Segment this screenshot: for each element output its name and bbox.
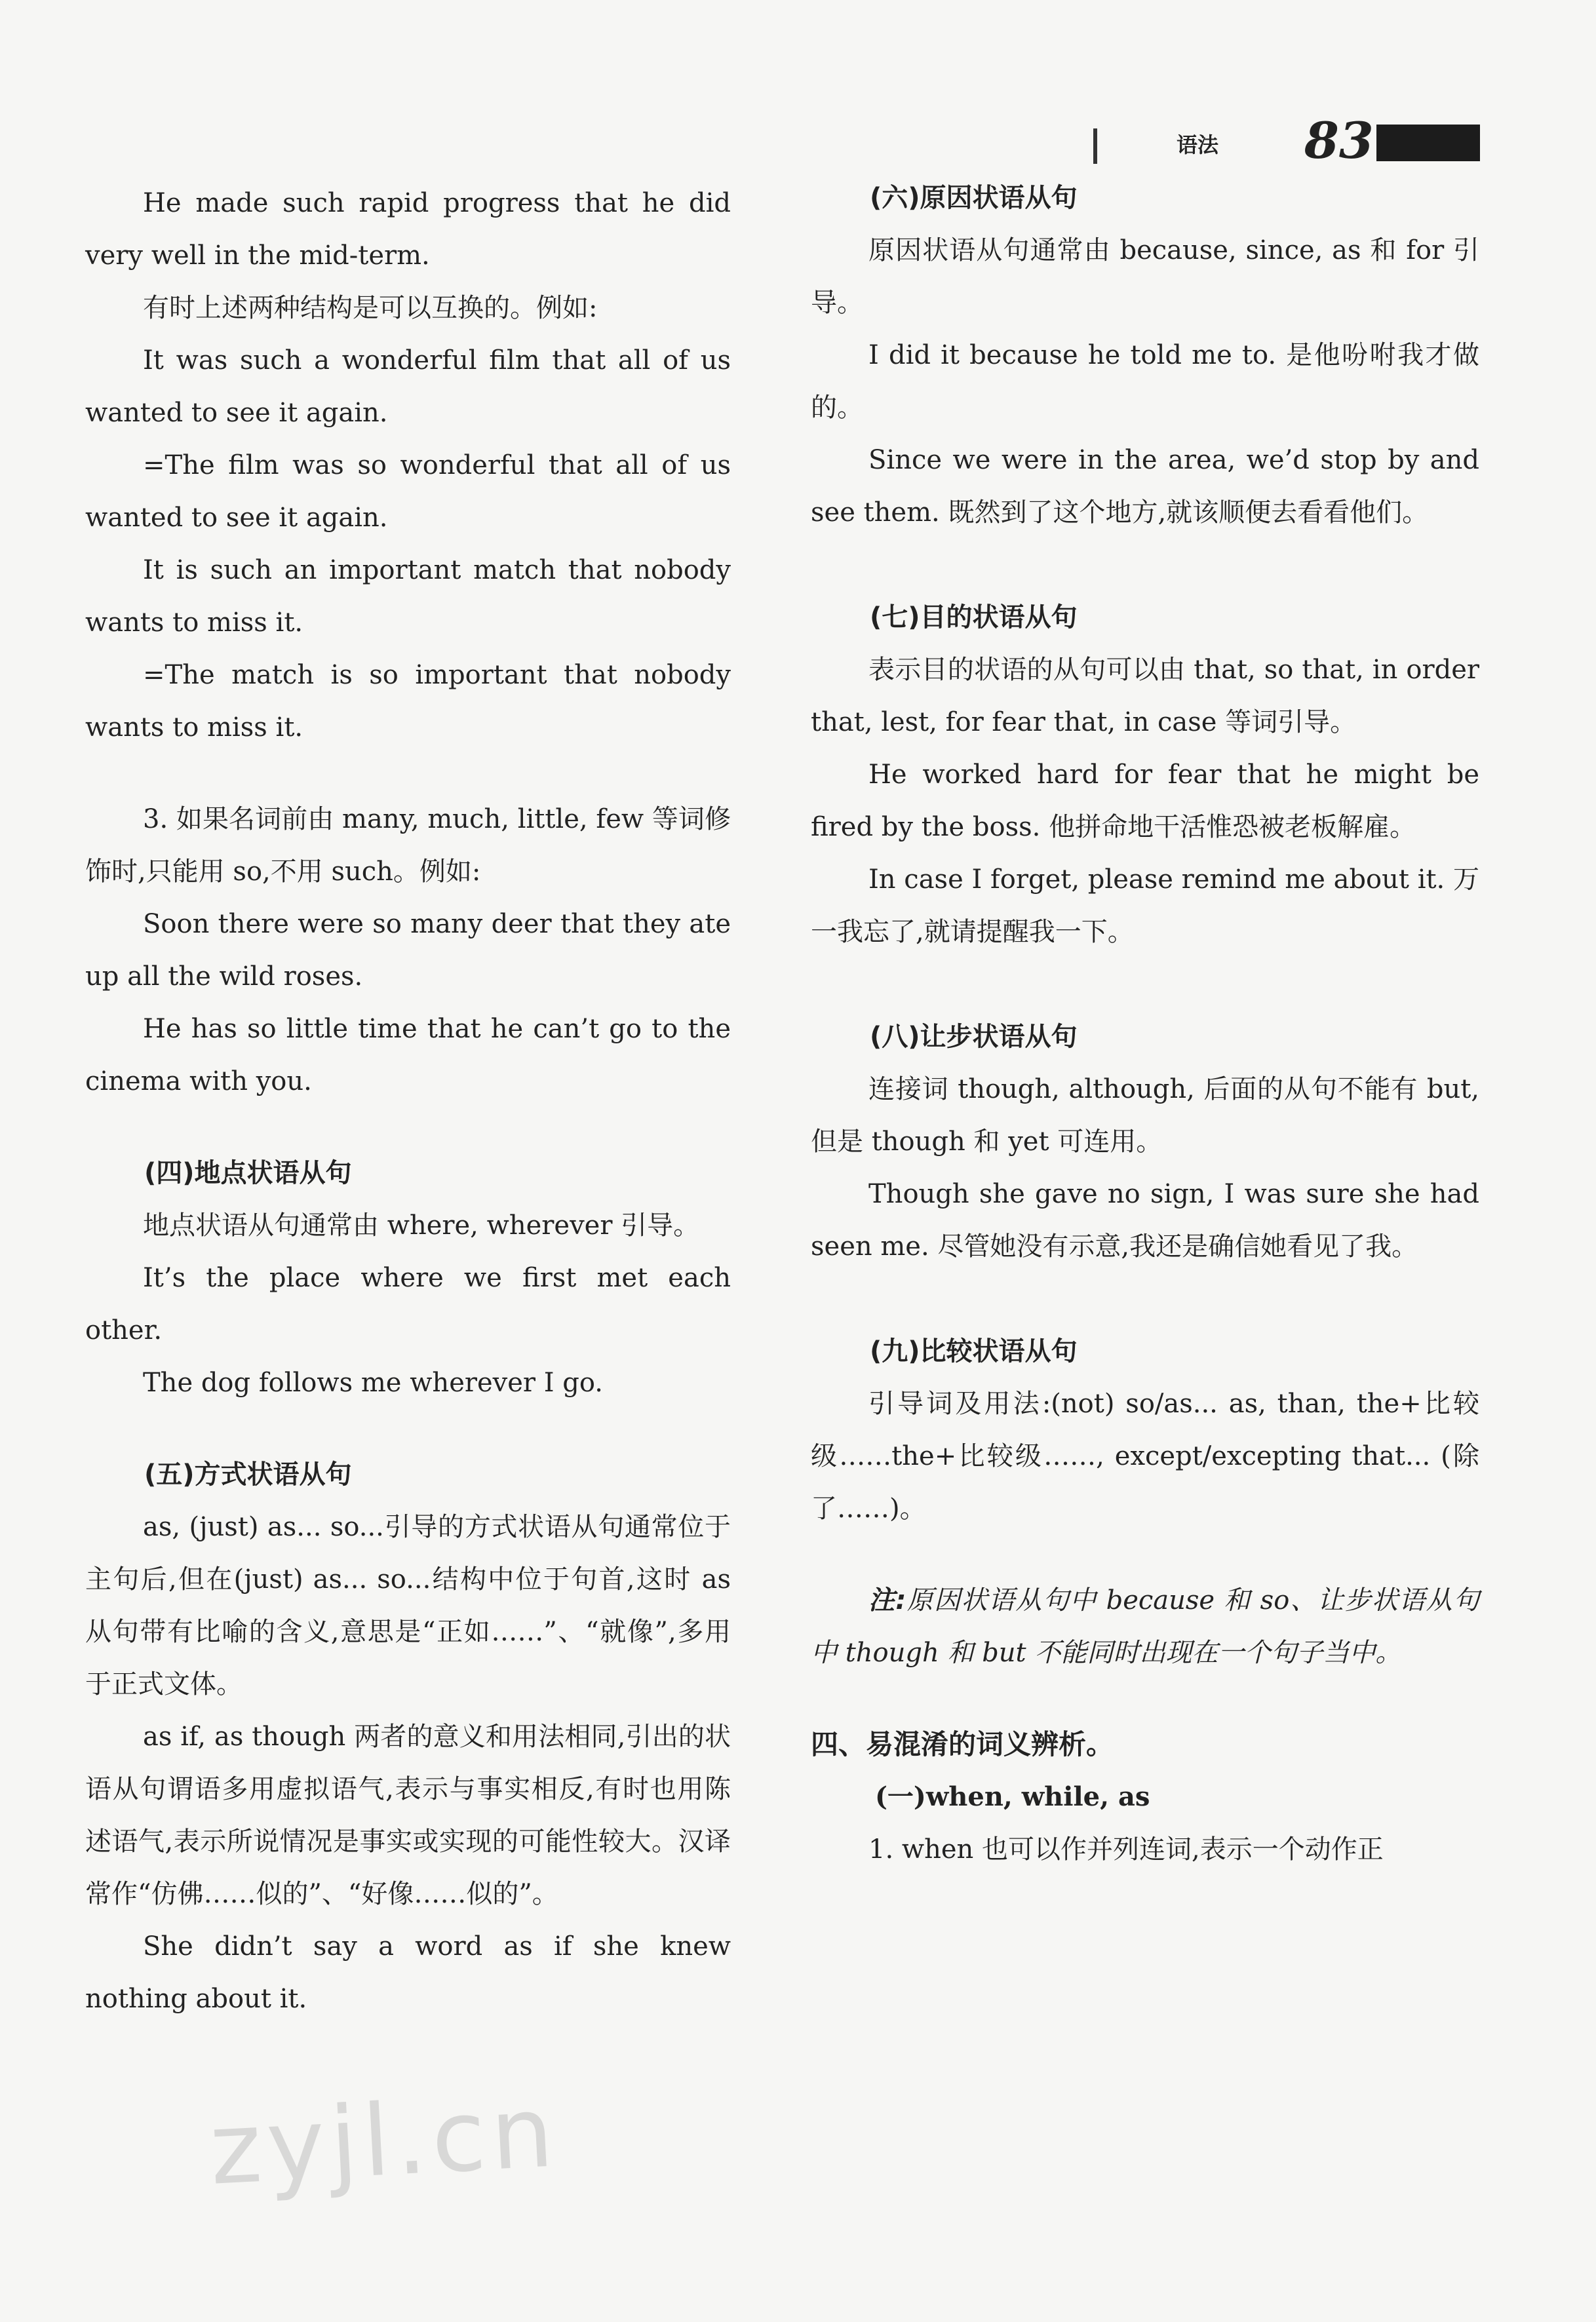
body-text: 表示目的状语的从句可以由 that, so that, in order that, lest, for fear that, in case 等词引导。 <box>811 655 1479 737</box>
example-sentence: Soon there were so many deer that they ate up all the wild roses. <box>85 909 731 992</box>
note-label: 注: <box>868 1585 906 1616</box>
section-title-purpose-clause: (七)目的状语从句 <box>870 602 1078 632</box>
body-text: as if, as though 两者的意义和用法相同,引出的状语从句谓语多用虚拟语气,表示与事实相反,有时也用陈述语气,表示所说情况是事实或实现的可能性较大。汉译常作“仿佛……似的”、“好像……似的”。 <box>85 1722 731 1909</box>
note-paragraph <box>811 1574 1479 1679</box>
example-sentence: He made such rapid progress that he did very well in the mid-term. <box>85 188 731 271</box>
section-title-comparison-clause: (九)比较状语从句 <box>870 1336 1078 1366</box>
example-sentence: Though she gave no sign, I was sure she had seen me. 尽管她没有示意,我还是确信她看见了我。 <box>811 1179 1479 1262</box>
example-sentence: Since we were in the area, we’d stop by and see them. 既然到了这个地方,就该顺便去看看他们。 <box>811 445 1479 528</box>
spacer <box>85 1108 731 1147</box>
spacer <box>811 958 1479 1011</box>
section-title-reason-clause: (六)原因状语从句 <box>870 183 1078 213</box>
watermark: zyjl.cn <box>206 2075 562 2207</box>
body-text: 1. when 也可以作并列连词,表示一个动作正 <box>868 1834 1384 1865</box>
section-title-manner-clause: (五)方式状语从句 <box>144 1460 352 1490</box>
header-divider <box>1093 128 1097 164</box>
body-text: 地点状语从句通常由 where, wherever 引导。 <box>143 1210 700 1241</box>
spacer <box>811 1535 1479 1574</box>
example-sentence: It was such a wonderful film that all of us wanted to see it again. <box>85 345 731 428</box>
spacer <box>811 1679 1479 1718</box>
body-text: 有时上述两种结构是可以互换的。例如: <box>143 293 598 323</box>
subsection-when-while-as: (一)when, while, as <box>875 1781 1150 1812</box>
part-4-title: 四、易混淆的词义辨析。 <box>811 1728 1114 1760</box>
page-number: 83 <box>1304 111 1374 170</box>
left-column <box>85 177 731 2025</box>
spacer <box>85 1409 731 1448</box>
section-title-concession-clause: (八)让步状语从句 <box>870 1022 1078 1052</box>
section-label: 语法 <box>1177 132 1219 157</box>
body-text: 连接词 though, although, 后面的从句不能有 but,但是 though 和 yet 可连用。 <box>811 1074 1479 1157</box>
example-sentence: He worked hard for fear that he might be fired by the boss. 他拼命地干活惟恐被老板解雇。 <box>811 760 1479 842</box>
example-sentence: It is such an important match that nobody wants to miss it. <box>85 555 731 638</box>
spacer <box>85 754 731 793</box>
example-sentence: The dog follows me wherever I go. <box>143 1368 603 1398</box>
spacer <box>811 539 1479 591</box>
right-column <box>811 172 1479 1876</box>
example-sentence: =The match is so important that nobody wants to miss it. <box>85 660 731 743</box>
body-text: as, (just) as... so...引导的方式状语从句通常位于主句后,但在(just) as... so...结构中位于句首,这时 as 从句带有比喻的含义,意思是“正如……”、“就像”,多用于正式文体。 <box>85 1512 731 1699</box>
header-black-block <box>1376 125 1480 161</box>
example-sentence: He has so little time that he can’t go to the cinema with you. <box>85 1014 731 1096</box>
example-sentence: It’s the place where we first met each other. <box>85 1263 731 1345</box>
example-sentence: I did it because he told me to. 是他吩咐我才做的。 <box>811 340 1479 423</box>
example-sentence: She didn’t say a word as if she knew nothing about it. <box>85 1931 731 2014</box>
body-text: 引导词及用法:(not) so/as... as, than, the+比较级……the+比较级……, except/excepting that... (除了……)。 <box>811 1389 1479 1524</box>
body-text: 原因状语从句通常由 because, since, as 和 for 引导。 <box>811 235 1479 318</box>
example-sentence: In case I forget, please remind me about it. 万一我忘了,就请提醒我一下。 <box>811 864 1479 947</box>
spacer <box>811 1273 1479 1325</box>
note-text: 原因状语从句中 because 和 so、让步状语从句中 though 和 but 不能同时出现在一个句子当中。 <box>811 1585 1479 1668</box>
example-sentence: =The film was so wonderful that all of us wanted to see it again. <box>85 450 731 533</box>
rule-3: 3. 如果名词前由 many, much, little, few 等词修饰时,只能用 so,不用 such。例如: <box>85 804 731 887</box>
section-title-place-clause: (四)地点状语从句 <box>144 1158 352 1188</box>
